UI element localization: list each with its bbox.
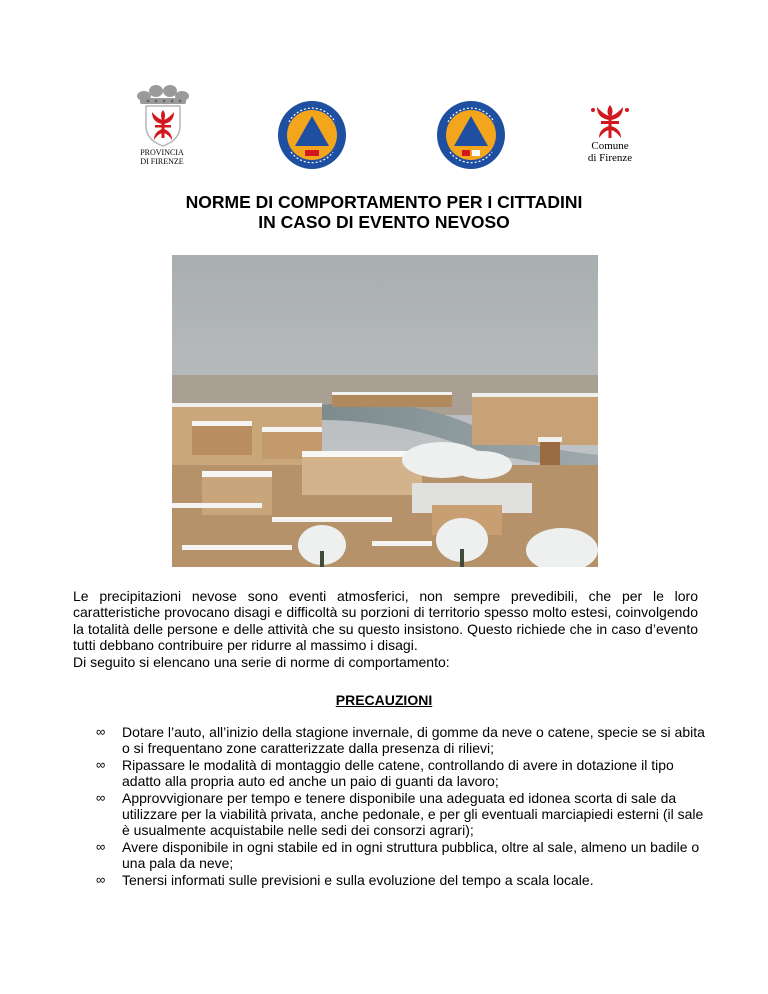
- title-line1: NORME DI COMPORTAMENTO PER I CITTADINI: [185, 192, 583, 212]
- intro-paragraph: Le precipitazioni nevose sono eventi atmosferici, non sempre prevedibili, che per le loro caratteristiche provocano disagi e difficoltà su porzioni di territorio spesso molto estesi, coinvolgendo la totalità delle persone e delle attività che su questo insistono. Questo richiede che in caso d’evento tutti debbano contribuire per ridurre al massimo i disagi.: [73, 588, 698, 654]
- provincia-di-firenze-logo: [130, 82, 194, 168]
- title-line2: IN CASO DI EVENTO NEVOSO: [258, 212, 510, 232]
- comune-di-firenze-logo: [580, 104, 640, 168]
- snowy-florence-photo: [172, 255, 598, 567]
- civil-protection-emblem-icon: [436, 100, 506, 170]
- protezione-civile-provincia-logo: [277, 100, 347, 170]
- list-item: [96, 790, 706, 839]
- infinity-bullet-icon: ∞: [96, 838, 106, 854]
- list-item-text: Ripassare le modalità di montaggio delle catene, controllando di avere in dotazione il tipo adatto alla propria auto ed anche un paio di guanti da lavoro;: [122, 756, 674, 790]
- list-item-text: Dotare l’auto, all’inizio della stagione invernale, di gomme da neve o catene, specie se si abita o si frequentano zone caratterizzate dalla presenza di rilievi;: [122, 724, 705, 757]
- provincia-logo-line2: DI FIRENZE: [140, 157, 184, 166]
- provincia-crest-icon: [130, 82, 194, 148]
- list-item: [96, 872, 706, 888]
- civil-protection-emblem-icon: [277, 100, 347, 170]
- list-item: [96, 724, 706, 757]
- florence-lily-icon: [580, 104, 640, 140]
- list-item: [96, 839, 706, 872]
- list-item-text: Approvvigionare per tempo e tenere disponibile una adeguata ed idonea scorta di sale da utilizzare per la viabilità privata, anche pedonale, e per gli eventuali marciapiedi esterni (il sale è usualmente acquistabile nelle sedi dei consorzi agrari);: [122, 789, 704, 839]
- infinity-bullet-icon: ∞: [96, 789, 106, 805]
- infinity-bullet-icon: ∞: [96, 724, 106, 739]
- intro-text: [73, 588, 698, 670]
- list-item: [96, 757, 706, 790]
- list-item-text: Avere disponibile in ogni stabile ed in ogni struttura pubblica, oltre al sale, almeno un badile o una pala da neve;: [122, 838, 700, 872]
- precautions-list: [96, 724, 706, 888]
- infinity-bullet-icon: ∞: [96, 756, 106, 772]
- infinity-bullet-icon: ∞: [96, 871, 106, 887]
- comune-logo-line2: di Firenze: [587, 152, 633, 164]
- document-title: [0, 192, 768, 232]
- section-title-precauzioni: PRECAUZIONI: [335, 692, 433, 708]
- protezione-civile-comune-logo: [436, 100, 506, 170]
- comune-logo-line1: Comune: [591, 140, 629, 152]
- intro-lead: Di seguito si elencano una serie di norme di comportamento:: [73, 653, 450, 670]
- provincia-logo-line1: PROVINCIA: [140, 148, 184, 157]
- list-item-text: Tenersi informati sulle previsioni e sulla evoluzione del tempo a scala locale.: [122, 871, 594, 888]
